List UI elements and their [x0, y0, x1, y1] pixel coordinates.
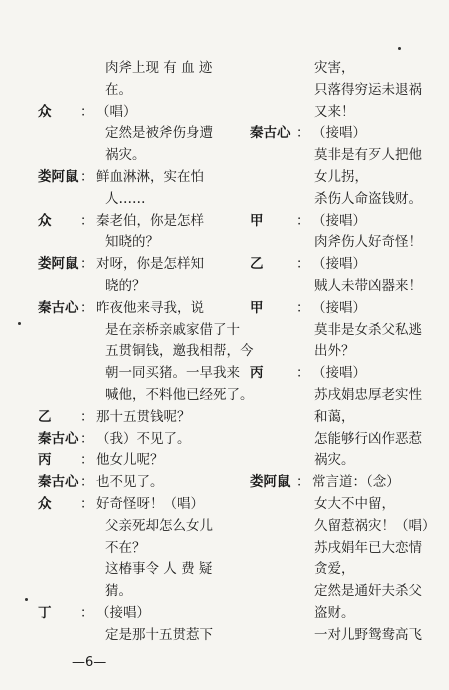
script-line: 对呀，你是怎样知	[96, 256, 204, 273]
script-line: 盗财。	[314, 605, 355, 621]
speaker-colon: ：	[296, 299, 310, 316]
script-line: （我）不见了。	[96, 430, 191, 447]
script-line: 莫非是有歹人把他	[314, 147, 422, 164]
script-line: 猜。	[105, 583, 132, 600]
script-line: 也不见了。	[96, 474, 164, 491]
script-line: 女大不中留，	[314, 496, 395, 512]
page-speck	[18, 322, 21, 325]
speaker-name: 众	[38, 212, 52, 229]
speaker-name: 娄阿鼠	[250, 474, 291, 491]
speaker-name: 秦古心	[250, 125, 291, 142]
script-line: 定然是通奸夫杀父	[314, 583, 422, 600]
speaker-name: 丙	[38, 452, 52, 469]
script-line: 定然是被斧伤身遭	[105, 125, 213, 142]
speaker-name: 丙	[250, 365, 264, 382]
speaker-name: 乙	[250, 256, 264, 273]
script-line: （接唱）	[96, 605, 150, 621]
speaker-colon: ：	[80, 103, 94, 120]
page-number: —6—	[72, 655, 107, 670]
script-line: 鲜血淋淋，实在怕	[96, 169, 204, 185]
script-line: 好奇怪呀！（唱）	[96, 496, 204, 512]
script-line: 出外？	[314, 343, 355, 360]
page-speck	[25, 598, 28, 601]
script-line: 父亲死却怎么女儿	[105, 517, 213, 534]
script-line: 人……	[105, 190, 146, 207]
script-line: 朝一同买猪。一早我来	[105, 365, 240, 382]
speaker-name: 丁	[38, 605, 52, 621]
speaker-colon: ：	[80, 474, 94, 491]
speaker-colon: ：	[296, 125, 310, 142]
speaker-colon: ：	[80, 299, 94, 316]
speaker-colon: ：	[80, 496, 94, 512]
script-line: 一对儿野鸳鸯高飞	[314, 626, 422, 643]
script-line: 那十五贯钱呢？	[96, 408, 191, 425]
speaker-colon: ：	[80, 212, 94, 229]
script-line: 昨夜他来寻我，说	[96, 299, 204, 316]
page-speck	[398, 47, 401, 50]
speaker-name: 甲	[250, 299, 264, 316]
speaker-colon: ：	[296, 474, 310, 491]
script-line: 又来！	[314, 103, 355, 120]
script-line: 他女儿呢？	[96, 452, 164, 469]
speaker-name: 乙	[38, 408, 52, 425]
speaker-colon: ：	[80, 430, 94, 447]
speaker-name: 众	[38, 496, 52, 512]
script-line: 定是那十五贯惹下	[105, 626, 213, 643]
script-line: 灾害，	[314, 60, 355, 76]
speaker-colon: ：	[296, 212, 310, 229]
script-line: 苏戌娟忠厚老实性	[314, 387, 422, 403]
script-line: 秦老伯，你是怎样	[96, 212, 204, 229]
script-line: 祸灾。	[105, 147, 146, 164]
script-line: （接唱）	[312, 256, 366, 273]
script-line: 知晓的？	[105, 234, 159, 251]
script-line: 只落得穷运未退祸	[314, 81, 422, 98]
script-line: （接唱）	[312, 365, 366, 382]
script-line: 五贯铜钱，邀我相帮，今	[105, 343, 254, 360]
script-line: 怎能够行凶作恶惹	[314, 430, 422, 447]
speaker-colon: ：	[296, 256, 310, 273]
script-line: 在。	[105, 81, 132, 98]
speaker-name: 秦古心	[38, 299, 79, 316]
script-line: 杀伤人命盗钱财。	[314, 190, 422, 207]
script-line: （唱）	[96, 103, 137, 120]
script-line: 不在？	[105, 539, 146, 556]
speaker-colon: ：	[80, 605, 94, 621]
speaker-name: 秦古心	[38, 474, 79, 491]
speaker-colon: ：	[80, 408, 94, 425]
script-line: 喊他，不料他已经死了。	[105, 387, 254, 403]
speaker-name: 娄阿鼠	[38, 169, 79, 185]
script-line: 贪爱，	[314, 561, 355, 578]
script-line: 莫非是女杀父私逃	[314, 321, 422, 338]
speaker-name: 众	[38, 103, 52, 120]
script-line: 贼人未带凶器来！	[314, 278, 422, 294]
speaker-colon: ：	[80, 169, 94, 185]
script-line: 女儿拐，	[314, 169, 368, 185]
script-line: 和蔼，	[314, 408, 355, 425]
script-line: 祸灾。	[314, 452, 355, 469]
speaker-name: 娄阿鼠	[38, 256, 79, 273]
script-line: 苏戌娟年已大恋情	[314, 539, 422, 556]
script-line: 久留惹祸灾！（唱）	[314, 517, 436, 534]
script-line: （接唱）	[312, 299, 366, 316]
script-line: 肉斧伤人好奇怪！	[314, 234, 422, 251]
script-line: （接唱）	[312, 125, 366, 142]
speaker-colon: ：	[296, 365, 310, 382]
script-line: 晓的？	[105, 278, 146, 294]
script-line: （接唱）	[312, 212, 366, 229]
speaker-name: 甲	[250, 212, 264, 229]
script-line: 肉斧上现 有 血 迹	[105, 60, 213, 76]
script-line: 是在亲桥亲戚家借了十	[105, 321, 240, 338]
speaker-name: 秦古心	[38, 430, 79, 447]
speaker-colon: ：	[80, 256, 94, 273]
script-line: 这椿事令 人 费 疑	[105, 561, 213, 578]
script-line: 常言道：（念）	[312, 474, 400, 491]
speaker-colon: ：	[80, 452, 94, 469]
